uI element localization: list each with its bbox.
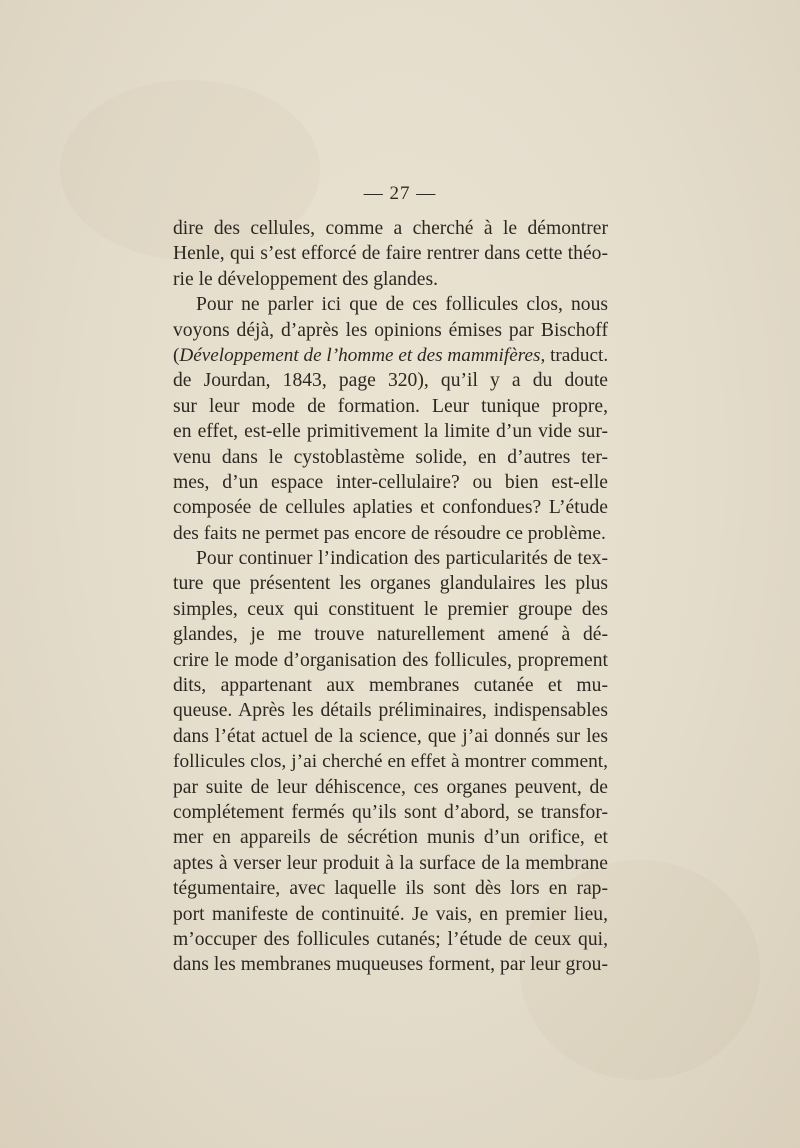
text-line: simples, ceux qui constituent le premier groupe des <box>173 598 608 620</box>
text-line: rie le développement des glandes. <box>173 268 438 290</box>
text-line: en effet, est-elle primitivement la limite d’un vide sur- <box>173 421 608 443</box>
text-line: (Développement de l’homme et des mammifères, traduct. <box>173 344 609 366</box>
body-text <box>173 216 608 978</box>
text-line: dits, appartenant aux membranes cutanée et mu- <box>173 675 608 697</box>
text-line: dans l’état actuel de la science, que j’ai donnés sur les <box>173 725 608 747</box>
text-line: mer en appareils de sécrétion munis d’un orifice, et <box>173 827 608 849</box>
text-line: par suite de leur déhiscence, ces organes peuvent, de <box>173 776 608 798</box>
text-line: complétement fermés qu’ils sont d’abord, se transfor- <box>173 801 608 823</box>
text-line: des faits ne permet pas encore de résoudre ce problème. <box>173 522 606 544</box>
text-line: aptes à verser leur produit à la surface de la membrane <box>173 852 608 874</box>
text-line: dans les membranes muqueuses forment, par leur grou- <box>173 954 608 976</box>
text-line: Pour ne parler ici que de ces follicules clos, nous <box>196 294 608 316</box>
text-line: dire des cellules, comme a cherché à le démontrer <box>173 218 608 239</box>
book-title: Développement de l’homme et des mammifères <box>179 344 541 366</box>
text-line: tégumentaire, avec laquelle ils sont dès lors en rap- <box>173 878 608 900</box>
text-line: port manifeste de continuité. Je vais, en premier lieu, <box>173 903 608 925</box>
text-line: de Jourdan, 1843, page 320), qu’il y a du doute <box>173 370 608 392</box>
text-line: Pour continuer l’indication des particularités de tex- <box>196 548 608 570</box>
text-line: voyons déjà, d’après les opinions émises par Bischoff <box>173 319 608 341</box>
text-line: venu dans le cystoblastème solide, en d’autres ter- <box>173 446 608 468</box>
text-line: mes, d’un espace inter-cellulaire? ou bien est-elle <box>173 471 608 493</box>
text-line: composée de cellules aplaties et confondues? L’étude <box>173 497 608 519</box>
text-line: ture que présentent les organes glandulaires les plus <box>173 573 608 595</box>
text-line: glandes, je me trouve naturellement amené à dé- <box>173 624 608 646</box>
text-line: Henle, qui s’est efforcé de faire rentrer dans cette théo- <box>173 243 608 265</box>
text-line: m’occuper des follicules cutanés; l’étude de ceux qui, <box>173 928 608 950</box>
text-line: follicules clos, j’ai cherché en effet à montrer comment, <box>173 751 608 773</box>
text-line: sur leur mode de formation. Leur tunique propre, <box>173 395 608 417</box>
text-line: queuse. Après les détails préliminaires, indispensables <box>173 700 608 722</box>
text-line: crire le mode d’organisation des follicules, proprement <box>173 649 608 671</box>
page-number: — 27 — <box>363 183 437 204</box>
